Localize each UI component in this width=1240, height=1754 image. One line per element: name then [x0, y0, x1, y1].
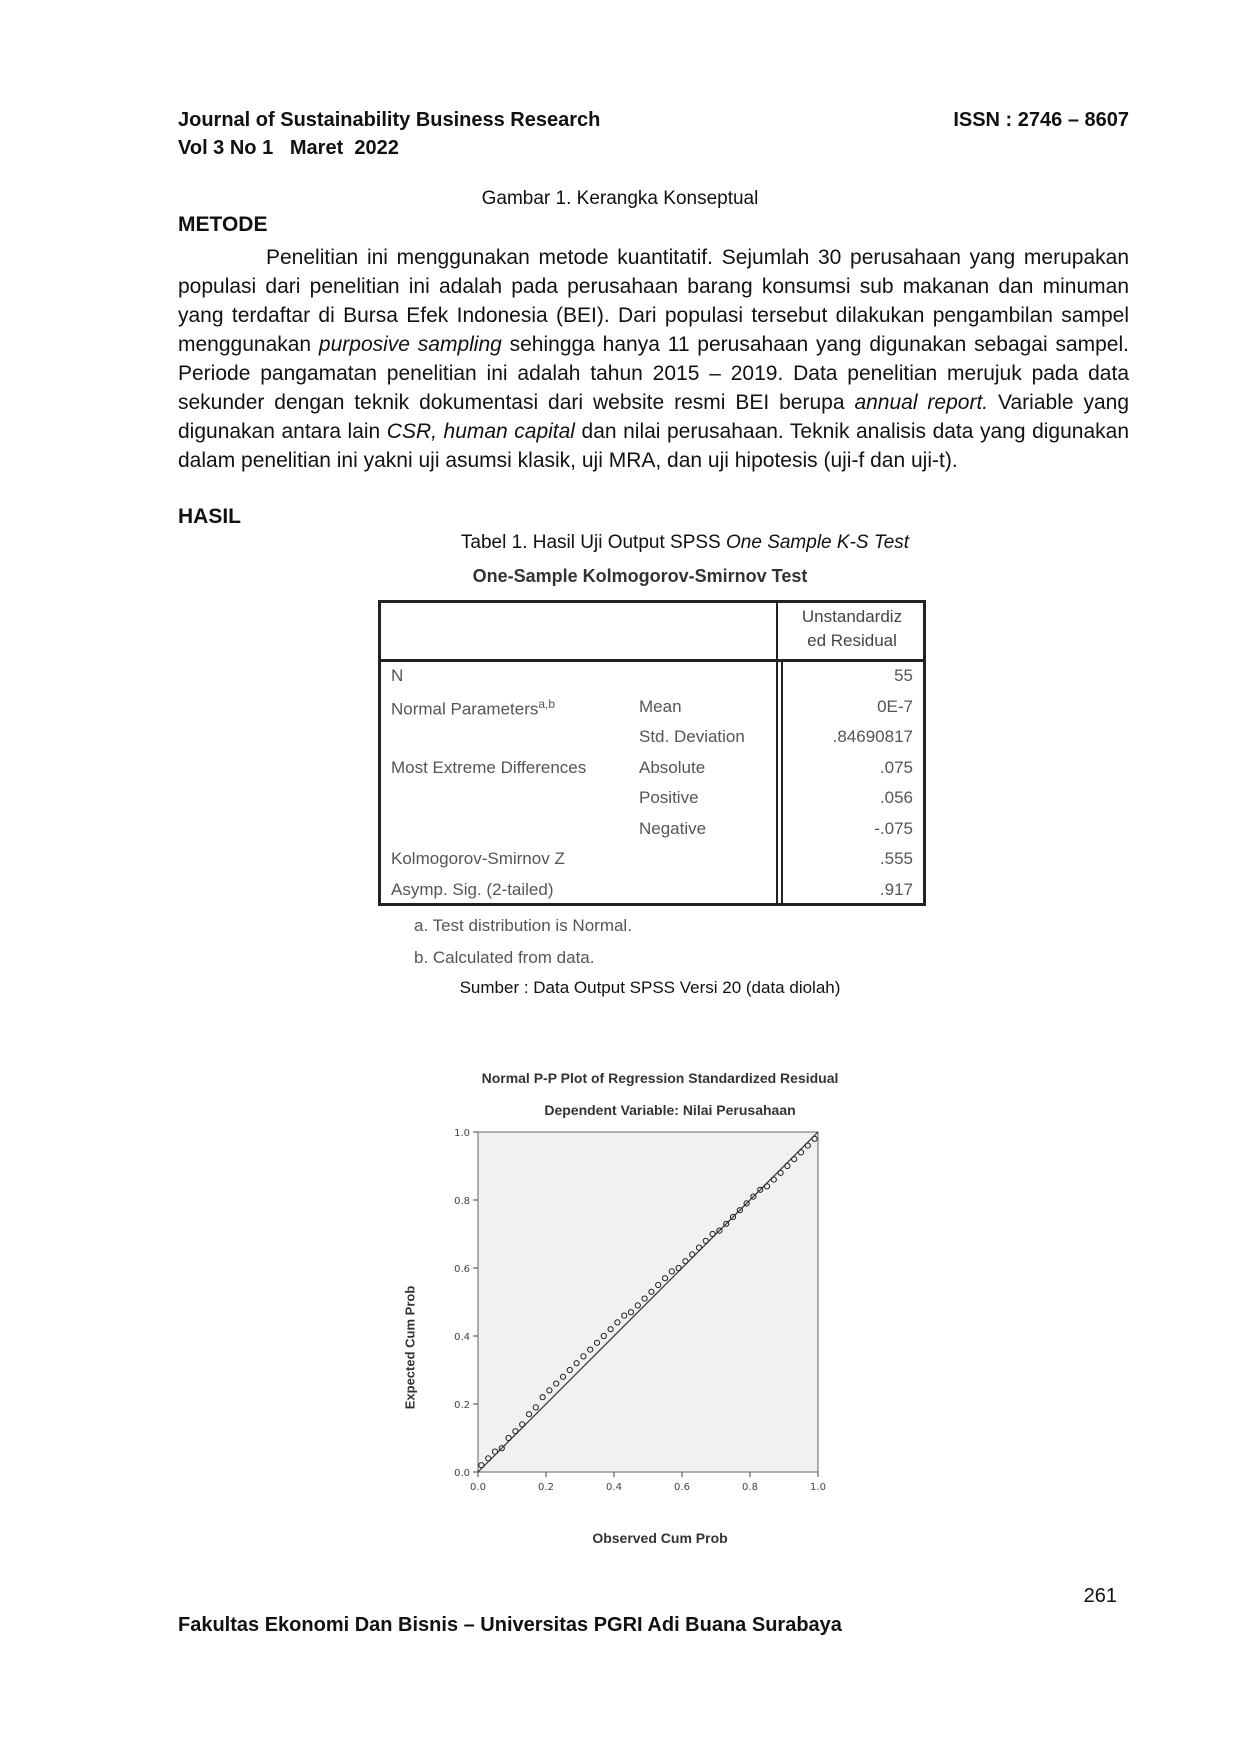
- journal-header: [178, 106, 600, 162]
- x-tick-label: 0.6: [674, 1482, 690, 1493]
- pp-plot: [430, 1118, 890, 1538]
- ks-row-stat: Mean: [639, 696, 682, 716]
- table-caption: [65, 532, 1240, 554]
- ks-row-stat: Positive: [639, 788, 699, 807]
- x-tick-label: 0.8: [742, 1482, 758, 1493]
- table-row: [381, 877, 923, 908]
- metode-em-1: purposive sampling: [318, 333, 502, 356]
- metode-text-4: dan nilai perusahaan. Teknik analisis data yang digunakan dalam penelitian ini yakni uji asumsi klasik, uji MRA, dan uji hipotesis (uji-f dan uji-t).: [178, 420, 1129, 472]
- y-tick-label: 0.0: [454, 1468, 470, 1479]
- page-number: 261: [1083, 1585, 1117, 1607]
- journal-title: Journal of Sustainability Business Research: [178, 109, 601, 131]
- metode-text-1: Penelitian ini menggunakan metode kuantitatif. Sejumlah 30 perusahaan yang merupakan populasi dari penelitian ini adalah pada perusahaan barang konsumsi sub makanan dan minuman yang terdaftar di Bursa Efek Indonesia (BEI). Dari populasi tersebut dilakukan pengambilan sampel menggunakan: [178, 246, 1129, 356]
- y-tick-label: 0.2: [454, 1400, 470, 1411]
- table-row: [381, 724, 923, 755]
- x-tick-label: 0.0: [470, 1482, 486, 1493]
- ks-row-value: 0E-7: [877, 696, 913, 716]
- ks-row-label: Kolmogorov-Smirnov Z: [391, 849, 565, 868]
- table-caption-em: One Sample K-S Test: [726, 532, 910, 553]
- metode-em-3: CSR, human capital: [386, 420, 575, 443]
- ks-table: [378, 600, 926, 906]
- ks-header-divider: [381, 659, 923, 662]
- ks-column-header-line1: Unstandardiz: [801, 607, 903, 626]
- metode-text-3: Variable yang digunakan antara lain: [178, 391, 1130, 443]
- table-row: [381, 785, 923, 816]
- table-row: [381, 816, 923, 847]
- ks-note-b: b. Calculated from data.: [414, 948, 595, 967]
- table-source: Sumber : Data Output SPSS Versi 20 (data diolah): [459, 978, 841, 997]
- chart-x-label: Observed Cum Prob: [592, 1530, 728, 1546]
- metode-text-2: sehingga hanya 11 perusahaan yang digunakan sebagai sampel. Periode pangamatan penelitian ini adalah tahun 2015 – 2019. Data penelitian merujuk pada data sekunder dengan teknik dokumentasi dari website resmi BEI berupa: [178, 333, 1129, 414]
- ks-row-value: 55: [894, 666, 913, 685]
- table-caption-text: Tabel 1. Hasil Uji Output SPSS: [460, 532, 726, 553]
- ks-row-label: Normal Parameters$^{a,b}$: [391, 696, 556, 719]
- chart-title: Normal P-P Plot of Regression Standardized Residual: [481, 1070, 839, 1086]
- section-heading-hasil: HASIL: [178, 505, 241, 528]
- page-footer: Fakultas Ekonomi Dan Bisnis – Universitas PGRI Adi Buana Surabaya: [178, 1614, 842, 1636]
- chart-y-label: Expected Cum Prob: [402, 1285, 418, 1410]
- x-tick-label: 1.0: [810, 1482, 826, 1493]
- ks-column-header: [783, 605, 921, 653]
- y-tick-label: 0.8: [454, 1196, 470, 1207]
- ks-row-value: -.075: [874, 818, 913, 838]
- ks-row-value: .917: [879, 879, 913, 899]
- table-row: [381, 694, 923, 725]
- ks-row-value: .555: [879, 849, 913, 868]
- y-tick-label: 1.0: [454, 1128, 470, 1139]
- issn: ISSN : 2746 – 8607: [953, 109, 1129, 131]
- ks-row-value: .84690817: [832, 727, 913, 746]
- section-heading-metode: METODE: [178, 213, 268, 236]
- ks-row-label-sup: a,b: [538, 696, 556, 711]
- ks-row-stat: Std. Deviation: [639, 727, 745, 746]
- ks-note-a: a. Test distribution is Normal.: [414, 916, 632, 935]
- ks-row-label: N: [391, 666, 404, 685]
- ks-row-value: .056: [879, 788, 913, 807]
- x-tick-label: 0.4: [606, 1482, 622, 1493]
- ks-column-header-line2: ed Residual: [807, 631, 897, 650]
- table-row: [381, 755, 923, 786]
- figure-caption: Gambar 1. Kerangka Konseptual: [481, 188, 759, 209]
- ks-row-label: Asymp. Sig. (2-tailed): [391, 879, 554, 899]
- y-tick-label: 0.6: [454, 1264, 470, 1275]
- table-row: [381, 846, 923, 877]
- chart-subtitle: Dependent Variable: Nilai Perusahaan: [544, 1102, 796, 1118]
- ks-row-label: Most Extreme Differences: [391, 757, 587, 777]
- x-tick-label: 0.2: [538, 1482, 554, 1493]
- metode-paragraph: [178, 243, 1129, 475]
- ks-row-stat: Absolute: [639, 757, 706, 777]
- ks-table-title: One-Sample Kolmogorov-Smirnov Test: [472, 566, 808, 586]
- metode-em-2: annual report.: [854, 391, 989, 414]
- ks-row-stat: Negative: [639, 818, 707, 838]
- table-row: [381, 663, 923, 694]
- journal-volume: Vol 3 No 1 Maret 2022: [178, 137, 399, 159]
- y-tick-label: 0.4: [454, 1332, 470, 1343]
- ks-row-value: .075: [879, 757, 913, 777]
